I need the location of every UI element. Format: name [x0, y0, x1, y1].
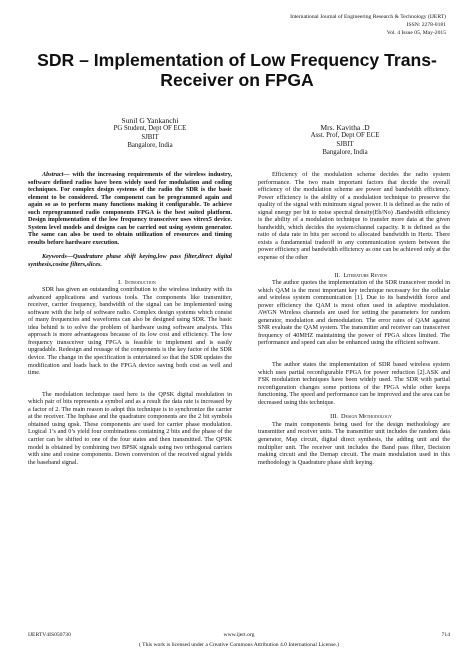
- paper-title-line-2: Receiver on FPGA: [160, 70, 314, 90]
- abstract-text: — with the increasing requirements of the wireless industry, software defined radios have been widely used for modulation and coding techniques. For complex design systems of the radio the SDR is the basic element to be considered. The component can be programmed again and again so as to perform many functions making it configurable. To achieve such reprogrammed radio components FPGA is the best suited platform. Design implementation of the low frequency transceiver uses vitrex5 device. System level models and designs can be carried out using system generator. The same can also be used to obtain utilization of resources and timing results before hardware execution.: [28, 171, 232, 246]
- abstract: [28, 171, 232, 246]
- section-heading-introduction: [28, 279, 232, 287]
- journal-issn: ISSN: 2278-0181: [406, 22, 446, 29]
- author-role: Asst. Prof, Dept OF ECE: [310, 132, 380, 140]
- license-notice: ( This work is licensed under a Creative Commons Attribution 4.0 International License.): [139, 642, 339, 648]
- paper-title: [0, 50, 474, 90]
- author-city: Bangalore, India: [127, 142, 173, 150]
- body-paragraph: The author states the implementation of SDR based wireless system which uses partial reconfigurable FPGA for power reduction [2].ASK and FSK modulation techniques have been widely used. The SDR with partial reconfiguration changes some portions of the FPGA while other keeps functioning. The speed and performance can be improved and the area can be decreased using this technique.: [258, 361, 450, 406]
- section-number: II.: [334, 271, 341, 279]
- section-number: I.: [118, 278, 122, 286]
- journal-name: International Journal of Engineering Research & Technology (IJERT): [290, 14, 446, 20]
- body-paragraph: SDR has given an outstanding contribution to the wireless industry with its advanced applications and various tools. The components like transmitter, receiver, carrier frequency, bandwidth of the signal can be implemented using software with the help of software radio. Complex design systems which consist of many frequencies and waveforms can also be designed using SDR. The basic idea behind is to solve the problem of hardware using software analysis. This approach is more advantageous because of its low cost and efficiency. The low frequency transceiver using FPGA is feasible to implement and is easily upgradable. Redesign and reusage of the components is the key factor of the SDR device. The change in the specification is entertained so that the SDR updates the modification and loads back to the FPGA device saving both cost as well and time.: [28, 286, 232, 377]
- author-name: Mrs. Kavitha .D: [320, 123, 370, 132]
- section-title: Design Methodology: [340, 413, 392, 421]
- section-title: Literature Review: [343, 271, 388, 279]
- journal-volume: Vol. 4 Issue 05, May-2015: [386, 30, 446, 37]
- author-org: SJBIT: [336, 140, 354, 148]
- paper-title-line-1: SDR – Implementation of Low Frequency Trans-: [37, 50, 437, 70]
- author-block-1: [90, 117, 210, 151]
- body-paragraph: The author quotes the implementation of the SDR transceiver model in which QAM is the most important key technique necessary for the cellular and wireless system communication [1]. Due to its bandwidth force and power efficiency the QAM is most often used in adaptive modulation. AWGN Wireless channels are used for setting the parameters for random generator, modulation and demodulation. The error rates of QAM against SNR evaluate the QAM system. The transmitter and receiver can transceiver frequency of 40MHZ maintaining the power of FPGA slices limited. The performance and speed can also be enhanced using the efficient software.: [258, 279, 450, 347]
- page-number: 714: [441, 632, 450, 638]
- right-column: [258, 171, 450, 466]
- left-column: [28, 171, 232, 466]
- section-heading-design-methodology: [258, 413, 450, 421]
- body-paragraph: The main components being used for the design methodology are transmitter and receiver units. The transmitter unit includes the random data generator, Map circuit, digital direct synthesis, the adding unit and the multiplier unit. The receiver unit includes the Band pass filter, Decision making circuit and the Demap circuit. The main modulation used in this methodology is Quadrature phase shift keying.: [258, 420, 450, 466]
- author-role: PG Student, Dept OF ECE: [113, 125, 187, 133]
- author-block-2: [295, 124, 395, 158]
- keywords: Keywords—Quadrature phase shift keying,low pass filter,direct digital synthesis,cosine filters,slices.: [28, 253, 232, 269]
- author-city: Bangalore, India: [322, 149, 368, 157]
- journal-header: [290, 13, 446, 38]
- author-org: SJBIT: [141, 133, 159, 141]
- section-number: III.: [330, 413, 338, 421]
- section-title: Introduction: [124, 278, 156, 286]
- section-heading-literature-review: [258, 272, 450, 280]
- paper-id: IJERTV4IS050730: [28, 632, 71, 638]
- page-footer: [28, 631, 450, 649]
- abstract-label: Abstract: [42, 171, 64, 178]
- body-paragraph: The modulation technique used here is the QPSK digital modulation in which pair of bits represents a symbol and as a result the data rate is increased by a factor of 2. The main reason to adopt this technique is to synchronize the carrier at the receiver. The Inphase and the quadrature components are the 2 bit symbols obtained using qpsk. These components are used for carrier phase modulation. Logical 1’s and 0’s yield four combinations containing 2 bits and the phase of the carrier can be shifted to one of the four states and then transmitted. The QPSK model is obtained by combining two BPSK signals using two orthogonal carriers with sine and cosine components. Down conversion of the received signal yields the baseband signal.: [28, 390, 232, 466]
- journal-website-link[interactable]: www.ijert.org: [223, 632, 255, 638]
- body-paragraph: Efficiency of the modulation scheme decides the radio system performance. The two main important factors that decide the overall efficiency of the modulation scheme are power and bandwidth efficiency. Power efficiency is the ability of a modulation technique to preserve the quality of the signal with minimum signal power. It is defined as the ratio of signal energy per bit to noise spectral density(Eb/No) .Bandwidth efficiency is the ability of a modulation technique to transfer more data at the given bandwidth, which decides the system/channel capacity. It is defined as the ratio of data rate in bits per second to allocated bandwidth in Hertz. There exists a fundamental tradeoff in any communication system between the power efficiency and bandwidth efficiency as one can be achieved only at the expense of the other: [258, 171, 450, 262]
- author-name: Sunil G Yankanchi: [121, 116, 179, 125]
